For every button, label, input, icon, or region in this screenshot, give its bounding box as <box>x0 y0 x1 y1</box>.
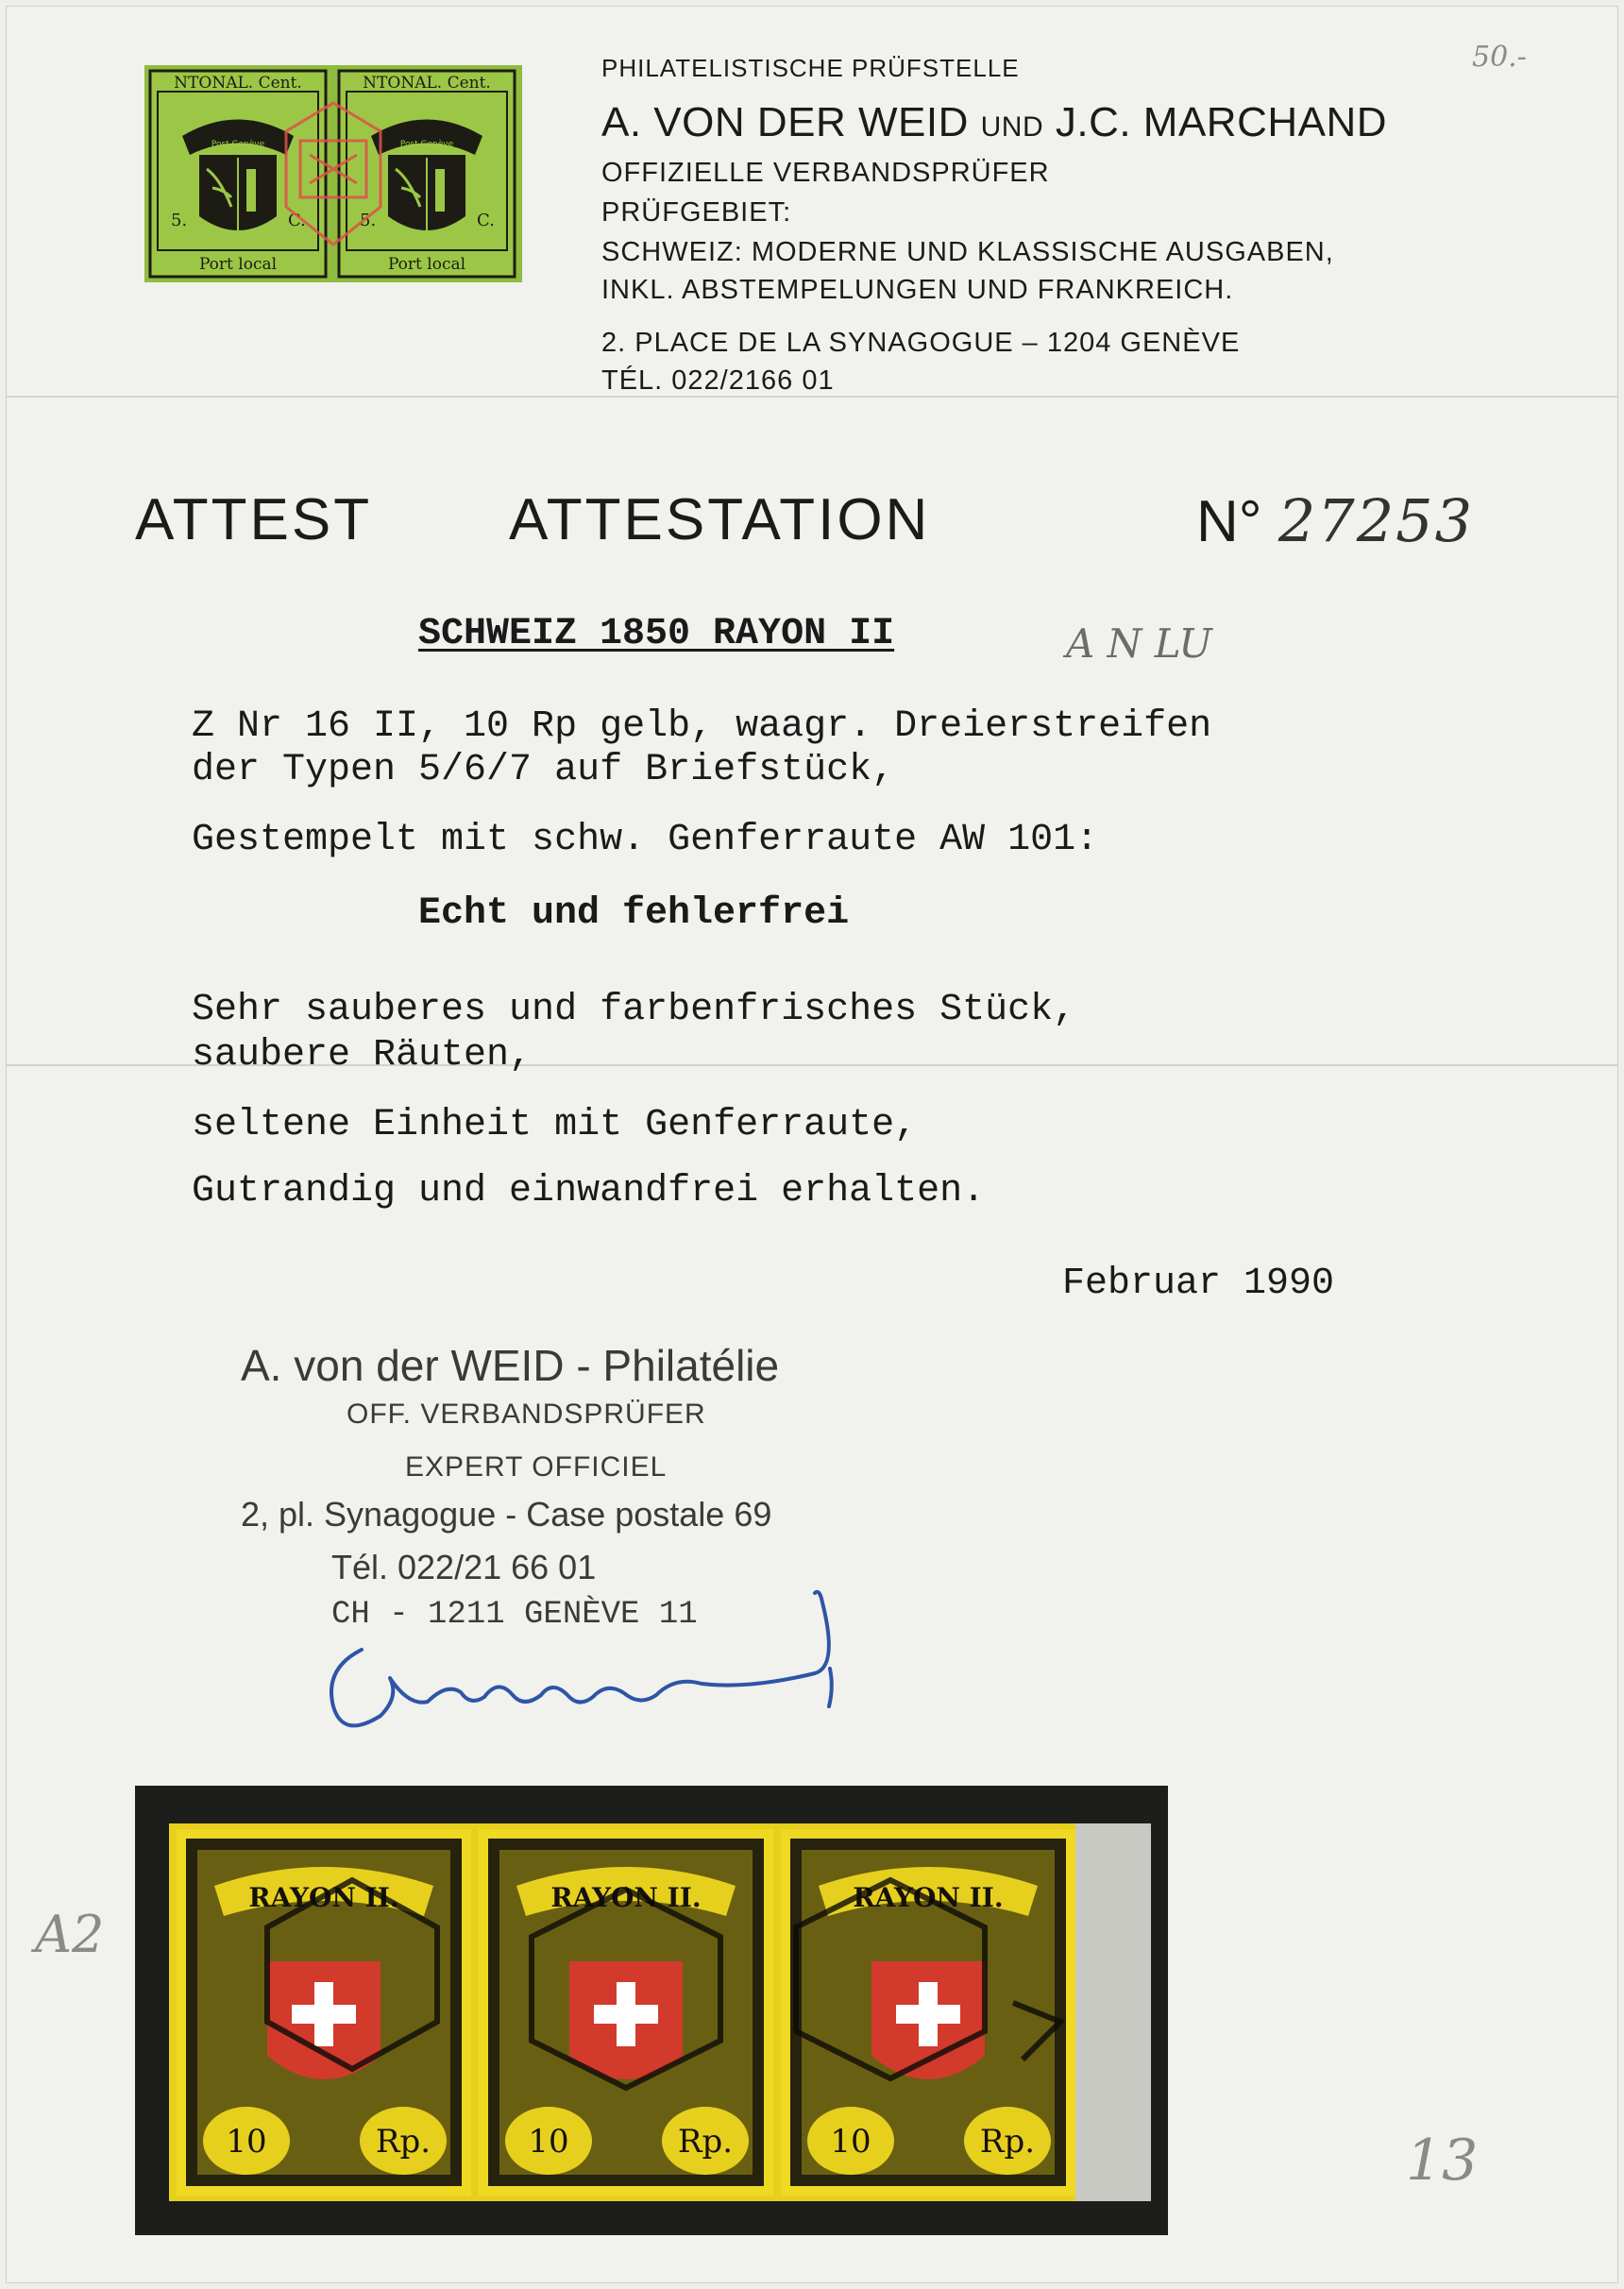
stamp-left-ribbon: Post Genève <box>211 140 265 149</box>
body-line-4: Sehr sauberes und farbenfrisches Stück, <box>192 989 1076 1031</box>
stamp-name: A. von der WEID - Philatélie <box>241 1341 780 1390</box>
stamp-phone: Tél. 022/21 66 01 <box>331 1548 597 1586</box>
official-line: OFFIZIELLE VERBANDSPRÜFER <box>601 158 1050 188</box>
title-attest: ATTEST <box>135 487 373 552</box>
handwritten-signature <box>305 1565 890 1772</box>
stamp-left-top-text: NTONAL. Cent. <box>174 74 302 93</box>
name-und: UND <box>980 111 1044 143</box>
stamp-right-top-text: NTONAL. Cent. <box>363 74 491 93</box>
body-line-1: Z Nr 16 II, 10 Rp gelb, waagr. Dreierstreifen <box>192 705 1212 748</box>
stamp-title-de: OFF. VERBANDSPRÜFER <box>347 1399 706 1430</box>
stamp-right-bottom-text: Port local <box>387 255 466 274</box>
area-line-1: SCHWEIZ: MODERNE UND KLASSISCHE AUSGABEN, <box>601 237 1334 267</box>
certificate-number <box>1196 486 1474 555</box>
stamp-pair-geneve-5c <box>144 65 522 282</box>
body-line-6: seltene Einheit mit Genferraute, <box>192 1104 918 1146</box>
rayon-2-value-left: 10 <box>528 2123 569 2161</box>
stamp-right-ribbon: Post Genève <box>399 140 454 149</box>
stamp-left-bottom-text: Port local <box>198 255 278 274</box>
rayon-3-value-right: Rp. <box>979 2123 1036 2161</box>
stamp-title-fr: EXPERT OFFICIEL <box>405 1451 668 1483</box>
body-line-3: Gestempelt mit schw. Genferraute AW 101: <box>192 819 1099 861</box>
rayon-2-label: RAYON II. <box>550 1882 702 1913</box>
stamp-left-unit: C. <box>288 211 306 230</box>
body-line-2: der Typen 5/6/7 auf Briefstück, <box>192 749 895 791</box>
margin-note-left: A2 <box>35 1905 105 1964</box>
margin-note-bottom-right: 13 <box>1406 2128 1479 2194</box>
verdict: Echt und fehlerfrei <box>418 892 850 935</box>
stamp-right-unit: C. <box>477 211 495 230</box>
stamp-address: 2, pl. Synagogue - Case postale 69 <box>241 1495 772 1534</box>
rayon-2-value-right: Rp. <box>677 2123 734 2161</box>
area-label: PRÜFGEBIET: <box>601 197 792 228</box>
number-prefix: N° <box>1196 489 1262 554</box>
rayon-3-value-left: 10 <box>830 2123 871 2161</box>
area-line-2: INKL. ABSTEMPELUNGEN UND FRANKREICH. <box>601 275 1234 305</box>
rayon-1-label: RAYON II. <box>248 1882 399 1913</box>
number-value: 27253 <box>1277 486 1475 555</box>
lab-names <box>601 99 1387 146</box>
phone-line: TÉL. 022/2166 01 <box>601 365 835 396</box>
rayon-stamp-2 <box>479 1829 773 2196</box>
rayon-3-label: RAYON II. <box>853 1882 1004 1913</box>
hand-code: A N LU <box>1066 620 1212 667</box>
stamp-right-value: 5. <box>360 211 377 230</box>
stamp-strip-rayon-ii <box>135 1786 1168 2235</box>
title-attestation: ATTESTATION <box>509 487 931 552</box>
certificate-paper <box>6 6 1618 2283</box>
rayon-1-value-right: Rp. <box>375 2123 431 2161</box>
body-line-5: saubere Räuten, <box>192 1034 533 1077</box>
stamp-city: CH - 1211 GENÈVE 11 <box>331 1597 698 1633</box>
date: Februar 1990 <box>1062 1263 1335 1305</box>
name-b: J.C. MARCHAND <box>1055 99 1388 145</box>
subject-heading: SCHWEIZ 1850 RAYON II <box>418 613 895 655</box>
corner-note: 50.- <box>1472 41 1527 74</box>
rayon-stamp-1 <box>177 1829 471 2196</box>
address-line: 2. PLACE DE LA SYNAGOGUE – 1204 GENÈVE <box>601 328 1241 358</box>
stamp-left-value: 5. <box>171 211 188 230</box>
name-a: A. VON DER WEID <box>601 99 969 145</box>
lab-title: PHILATELISTISCHE PRÜFSTELLE <box>601 54 1020 82</box>
rayon-1-value-left: 10 <box>226 2123 267 2161</box>
body-line-7: Gutrandig und einwandfrei erhalten. <box>192 1170 986 1212</box>
